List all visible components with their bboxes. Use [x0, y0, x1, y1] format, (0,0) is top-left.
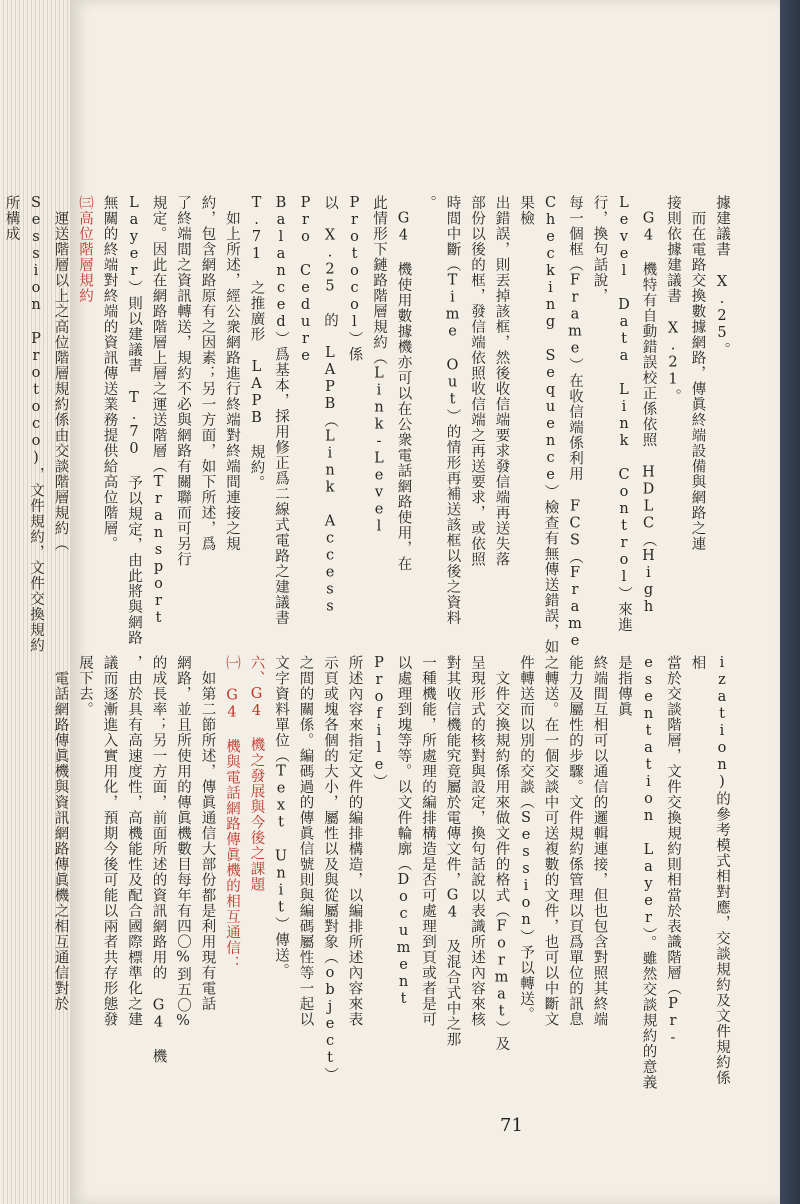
text-column: 電話網路傳眞機與資訊網路傳眞機之相互通信對於 — [52, 655, 69, 1012]
text-column: 約，包含網路原有之因素；另一方面，如下所述，爲 — [199, 195, 216, 552]
text-column: 運送階層以上之高位階層規約係由交談階層規約（ — [52, 195, 69, 552]
text-column: Layer）則以建議書 T.70 予以規定，由此將與網路 — [126, 195, 142, 646]
text-column: 每一個框（Frame）在收信端係利用 FCS（Frame — [567, 195, 583, 650]
text-column: Checking Sequence）檢查有無傳送錯誤，如果檢 — [518, 195, 559, 655]
text-column: 展下去。 — [77, 655, 93, 717]
text-column: 之間的關係。編碼過的傳眞信號則與編碼屬性等一起以 — [297, 655, 314, 1027]
subsection-title: ㈠ G4 機與電話網路傳眞機的相互通信： — [224, 655, 240, 971]
text-column: T.71 之推廣形 LAPB 規約。 — [248, 195, 265, 491]
text-column: 的成長率；另一方面，前面所述的資訊網路用的 G4 機 — [150, 655, 167, 1064]
text-column: Level Data Link Control）來進行，換句話說， — [591, 195, 632, 633]
book-page — [3, 0, 780, 1204]
text-column: 。 — [420, 195, 436, 211]
text-column: 能力及屬性的步驟。文件規約係管理以頁爲單位的訊息 — [567, 655, 583, 1027]
text-column: 呈現形式的核對與設定，換句話說以表識所述內容來核 — [469, 655, 485, 1027]
text-column: 當於交談階層，文件交換規約則相當於表識階層（Pr- — [665, 655, 681, 1047]
text-column: 而在電路交換數據網路，傳眞終端設備與網路之連 — [689, 195, 706, 552]
text-column: G4 機使用數據機亦可以在公衆電話網路使用，在 — [395, 195, 412, 572]
text-column: 時間中斷（Time Out）的情形再補送該框以後之資料 — [444, 195, 461, 626]
text-column: 文字資料單位（Text Unit）傳送。 — [273, 655, 289, 979]
text-column: 之轉送。在一個交談中可送複數的文件，也可以中斷文 — [542, 655, 559, 1027]
text-column: 此情形下鏈路階層規約（Link-Level Protocol）係 — [346, 195, 387, 536]
text-column: 網路，並且所使用的傳眞機數目每年有四〇%到五〇% — [175, 655, 191, 1030]
text-column: ，由於具有高速度性，高機能性及配合國際標準化之建 — [126, 655, 142, 1027]
text-column: 對其收信機能究竟屬於電傳文件，G4 及混合式中之那 — [444, 655, 461, 1047]
book-cover-edge — [778, 0, 800, 1204]
text-column: 所述內容來指定文件的編排構造，以編排所述內容來表 — [346, 655, 363, 1027]
text-column: 如第二節所述，傳眞通信大部份都是利用現有電話 — [199, 655, 216, 1012]
text-column: 無關的終端對終端的資訊傳送業務提供給高位階層。 — [101, 195, 118, 552]
section-heading: ㈢高位階層規約 — [77, 195, 93, 304]
text-column: 一種機能，所處理的編排構造是否可處理到頁或者是可 — [420, 655, 436, 1027]
text-column: esentation Layer）。雖然交談規約的意義是指傳眞 — [616, 655, 657, 1091]
text-column: 部份以後的框，發信端依照收信端之再送要求，或依照 — [469, 195, 485, 567]
text-column: ization)的參考模式相對應，交談規約及文件規約係相 — [689, 655, 730, 1086]
page-number: 71 — [500, 1115, 523, 1136]
text-column: 以處理到塊等等。以文件輪廓（Document Profile） — [371, 655, 412, 1008]
text-column: Balanced）爲基本，採用修正爲二線式電路之建議書 — [273, 195, 289, 626]
text-column: 件轉送而以別的交談（Session）予以轉送。 — [518, 655, 534, 1022]
text-column: 終端間互相可以通信的邏輯連接，但也包含對照其終端 — [591, 655, 608, 1027]
text-column: 如上所述，經公衆網路進行終端對終端間連接之規 — [224, 195, 240, 552]
top-text-block — [0, 195, 734, 660]
text-column: 議而逐漸進入實用化，預期今後可能以兩者共存形態發 — [101, 655, 118, 1027]
text-column: 出錯誤，則丟掉該框，然後收信端要求發信端再送失落 — [493, 195, 510, 567]
text-column: 文件交換規約係用來做文件的格式（Format）及 — [493, 655, 510, 1052]
text-column: 規定。因此在網路階層上層之運送階層（Transport — [150, 195, 167, 627]
bottom-text-block — [48, 655, 734, 1095]
text-column: 接則依據建議書 X.21。 — [665, 195, 681, 404]
text-column: 據建議書 X.25。 — [714, 195, 730, 358]
section-title: 六、G4 機之發展與今後之課題 — [248, 655, 265, 892]
text-column: 以 X.25 的 LAPB（Link Access Pro Cedure — [297, 195, 338, 616]
text-column: G4 機特有自動錯誤校正係依照 HDLC（High — [640, 195, 657, 616]
text-column: 示頁或塊各個的大小，屬性以及與從屬對象（object） — [322, 655, 338, 1083]
text-column: 了終端間之資訊轉送，規約不必與網路有關聯而可另行 — [175, 195, 191, 567]
text-column: Session Protoco)，文件規約，文件交換規約所構成 — [3, 195, 44, 653]
